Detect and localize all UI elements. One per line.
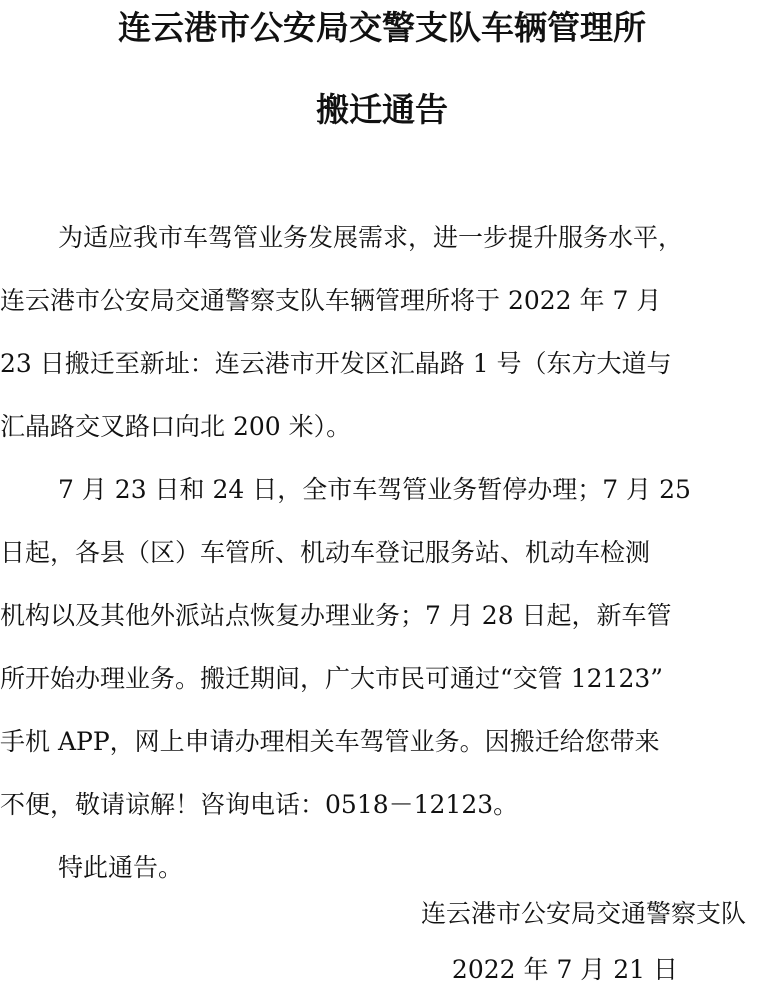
text-line: 23 日搬迁至新址：连云港市开发区汇晶路 1 号（东方大道与 xyxy=(0,349,672,378)
notice-title: 连云港市公安局交警支队车辆管理所 xyxy=(118,8,646,47)
closing-line: 特此通告。 xyxy=(58,853,184,882)
text-line: 手机 APP，网上申请办理相关车驾管业务。因搬迁给您带来 xyxy=(0,727,660,756)
text-line: 汇晶路交叉路口向北 200 米）。 xyxy=(0,412,352,441)
notice-subtitle: 搬迁通告 xyxy=(316,90,448,129)
paragraph-schedule xyxy=(0,458,764,836)
signature-organization: 连云港市公安局交通警察支队 xyxy=(420,899,746,928)
text-line: 为适应我市车驾管业务发展需求，进一步提升服务水平， xyxy=(58,223,684,252)
paragraph-closing xyxy=(0,836,764,899)
text-line: 日起，各县（区）车管所、机动车登记服务站、机动车检测 xyxy=(0,538,651,567)
text-line: 不便，敬请谅解！咨询电话：0518－12123。 xyxy=(0,790,519,819)
text-line: 连云港市公安局交通警察支队车辆管理所将于 2022 年 7 月 xyxy=(0,286,662,315)
paragraph-relocation xyxy=(0,206,764,458)
notice-body xyxy=(0,206,764,899)
text-line: 机构以及其他外派站点恢复办理业务；7 月 28 日起，新车管 xyxy=(0,601,672,630)
text-line: 所开始办理业务。搬迁期间，广大市民可通过“交管 12123” xyxy=(0,664,664,693)
signature-date: 2022 年 7 月 21 日 xyxy=(451,955,678,984)
text-line: 7 月 23 日和 24 日，全市车驾管业务暂停办理；7 月 25 xyxy=(58,475,691,504)
